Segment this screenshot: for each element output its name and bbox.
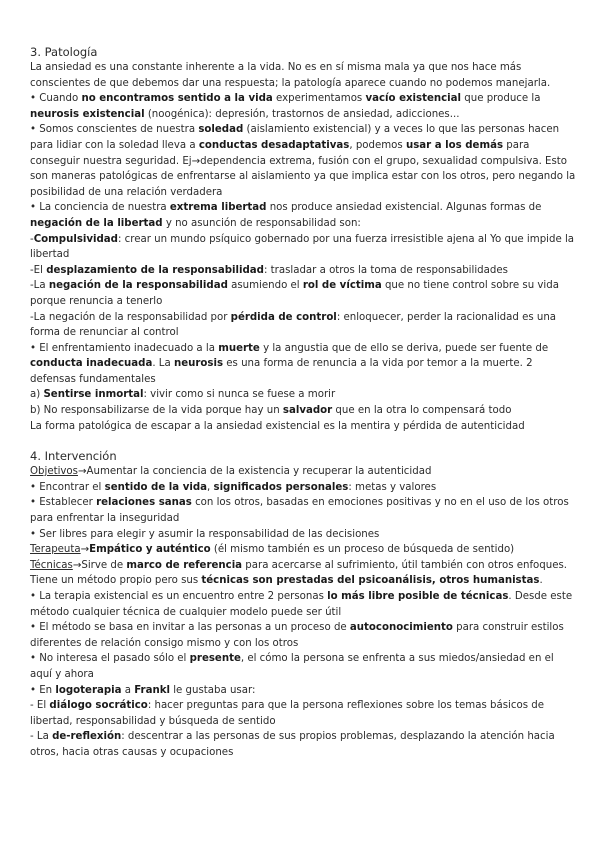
paragraph (30, 341, 578, 388)
bold-text: no encontramos sentido a la vida (81, 93, 273, 105)
bold-text: extrema libertad (169, 202, 267, 214)
bold-text: salvador (282, 405, 333, 417)
text-run: -La negación de la responsabilidad por (30, 311, 231, 323)
text-run: asumiendo el (227, 280, 303, 292)
text-run: -El (30, 264, 47, 276)
bold-text: desplazamiento de la responsabilidad (46, 264, 264, 276)
bold-text: marco de referencia (126, 559, 243, 571)
text-run: - (30, 233, 34, 245)
paragraph (30, 387, 578, 403)
text-run: - La (30, 731, 53, 743)
underlined-label: Técnicas (30, 559, 73, 571)
paragraph (30, 91, 578, 122)
text-run: →Aumentar la conciencia de la existencia y recuperar la autenticidad (77, 466, 432, 478)
bold-text: conductas desadaptativas (198, 139, 350, 151)
text-run: • No interesa el pasado sólo el (30, 653, 190, 665)
bold-text: lo más libre posible de técnicas (327, 591, 509, 602)
text-run: , (207, 481, 214, 493)
section-gap (30, 434, 578, 448)
text-run: que en la otra lo compensará todo (332, 405, 512, 417)
section-intervencion (30, 448, 578, 760)
text-run: : vivir como si nunca se fuese a morir (143, 389, 336, 401)
text-run: -La (30, 280, 49, 292)
paragraph (30, 403, 578, 419)
text-run: experimentamos (272, 93, 366, 105)
bold-text: significados personales (213, 481, 349, 493)
text-run: . La (152, 358, 174, 370)
text-run: • La conciencia de nuestra (30, 202, 170, 214)
bold-text: de-reflexión (52, 731, 122, 743)
text-run: y no asunción de responsabilidad son: (162, 217, 361, 229)
text-run: : enloquecer, perder la racionalidad es una forma de renunciar al control (30, 311, 557, 339)
bold-text: diálogo socrático (49, 700, 148, 712)
bold-text: autoconocimiento (349, 622, 453, 634)
bold-text: muerte (218, 342, 260, 354)
text-run: , podemos (349, 139, 406, 151)
text-run: (él mismo también es un proceso de búsqueda de sentido) (210, 544, 515, 556)
paragraph (30, 60, 578, 91)
bold-text: usar a los demás (405, 139, 504, 151)
bold-text: conducta inadecuada (30, 358, 153, 370)
bold-text: relaciones sanas (96, 497, 192, 509)
text-run: para construir estilos diferentes de relación consigo mismo y con los otros (30, 622, 564, 649)
text-run: para conseguir nuestra seguridad. Ej→dependencia extrema, fusión con el grupo, sexualidad compulsiva. Esto son maneras patológicas de enfrentarse al aislamiento ya que implica estar con los otros, pero negando la posibilidad de una relación verdadera (30, 139, 576, 198)
paragraph (30, 480, 578, 496)
text-run: b) No responsabilizarse de la vida porque hay un (30, 405, 283, 417)
paragraph (30, 464, 578, 480)
text-run: (noogénica): depresión, trastornos de ansiedad, adicciones... (144, 108, 460, 120)
text-run: →Sirve de (72, 559, 127, 571)
paragraph (30, 698, 578, 729)
paragraph (30, 683, 578, 699)
text-run: • La terapia existencial es un encuentro entre 2 personas (30, 591, 328, 602)
text-run: La ansiedad es una constante inherente a la vida. No es en sí misma mala ya que nos hace más conscientes de que debemos dar una respuesta; la patología aparece cuando no podemos manejarla. (30, 62, 551, 89)
text-run: • En (30, 684, 56, 696)
paragraph (30, 527, 578, 543)
text-run: • Encontrar el (30, 481, 105, 493)
text-run: con los otros, basadas en emociones positivas y no en el uso de los otros para enfrentar la inseguridad (30, 497, 569, 525)
bold-text: neurosis (173, 358, 224, 370)
text-run: • Somos conscientes de nuestra (30, 124, 199, 136)
paragraph (30, 620, 578, 651)
text-run: que produce la (461, 93, 541, 105)
text-run: La forma patológica de escapar a la ansiedad existencial es la mentira y pérdida de autenticidad (30, 420, 525, 432)
bold-text: logoterapia (55, 684, 122, 696)
underlined-label: Terapeuta (30, 544, 81, 556)
paragraph (30, 651, 578, 682)
bold-text: Compulsividad (33, 233, 118, 245)
text-run: • El método se basa en invitar a las personas a un proceso de (30, 622, 350, 634)
text-run: : crear un mundo psíquico gobernado por una fuerza irresistible ajena al Yo que impide la libertad (30, 233, 575, 261)
bold-text: Empático y auténtico (89, 544, 211, 556)
text-run: : descentrar a las personas de sus propios problemas, desplazando la atención hacia otros, hacia otras causas y ocupaciones (30, 731, 555, 758)
paragraph (30, 542, 578, 558)
paragraph (30, 419, 578, 435)
text-run: nos produce ansiedad existencial. Algunas formas de (266, 202, 542, 214)
paragraph (30, 232, 578, 263)
text-run: • Ser libres para elegir y asumir la responsabilidad de las decisiones (30, 528, 380, 540)
text-run: : metas y valores (348, 481, 437, 493)
text-run: a) (30, 389, 44, 401)
bold-text: vacío existencial (365, 93, 462, 105)
section-title: 3. Patología (30, 45, 98, 59)
bold-text: neurosis existencial (30, 108, 145, 120)
paragraph (30, 200, 578, 231)
text-run: para acercarse al sufrimiento, útil también con otros enfoques. Tiene un método propio pero sus (30, 559, 568, 587)
text-run: que no tiene control sobre su vida porque renuncia a tenerlo (30, 280, 559, 307)
section-title: 4. Intervención (30, 449, 117, 464)
bold-text: sentido de la vida (104, 481, 208, 493)
section-body (30, 464, 578, 760)
text-run: . Desde este método cualquier técnica de cualquier modelo puede ser útil (30, 591, 573, 618)
paragraph (30, 263, 578, 279)
paragraph (30, 589, 578, 620)
bold-text: negación de la libertad (30, 217, 163, 229)
text-run: → (80, 544, 90, 556)
paragraph (30, 278, 578, 309)
text-run: (aislamiento existencial) y a veces lo que las personas hacen para lidiar con la soledad lleva a (30, 124, 560, 151)
bold-text: negación de la responsabilidad (48, 280, 228, 292)
text-run: : hacer preguntas para que la persona reflexiones sobre los temas básicos de libertad, responsabilidad y búsqueda de sentido (30, 700, 544, 727)
bold-text: soledad (198, 124, 244, 136)
text-run: a (121, 684, 135, 696)
bold-text: Frankl (134, 684, 170, 696)
bold-text: rol de víctima (302, 280, 382, 292)
text-run: le gustaba usar: (169, 684, 256, 696)
underlined-label: Objetivos (30, 466, 78, 478)
text-run: • Establecer (30, 497, 97, 509)
text-run: - El (30, 700, 50, 712)
text-run: , el cómo la persona se enfrenta a sus miedos/ansiedad en el aquí y ahora (30, 653, 554, 680)
text-run: • Cuando (30, 93, 82, 105)
text-run: . (539, 575, 543, 587)
bold-text: pérdida de control (230, 311, 337, 323)
bold-text: presente (189, 653, 241, 665)
section-body (30, 60, 578, 434)
paragraph (30, 122, 578, 200)
text-run: • El enfrentamiento inadecuado a la (30, 342, 219, 354)
paragraph (30, 310, 578, 341)
section-patologia (30, 44, 578, 434)
paragraph (30, 558, 578, 589)
bold-text: Sentirse inmortal (43, 389, 144, 401)
paragraph (30, 495, 578, 526)
text-run: y la angustia que de ello se deriva, puede ser fuente de (259, 342, 549, 354)
text-run: : trasladar a otros la toma de responsabilidades (263, 264, 508, 276)
text-run: es una forma de renuncia a la vida por temor a la muerte. 2 defensas fundamentales (30, 358, 533, 385)
bold-text: técnicas son prestadas del psicoanálisis, otros humanistas (201, 575, 540, 587)
paragraph (30, 729, 578, 760)
